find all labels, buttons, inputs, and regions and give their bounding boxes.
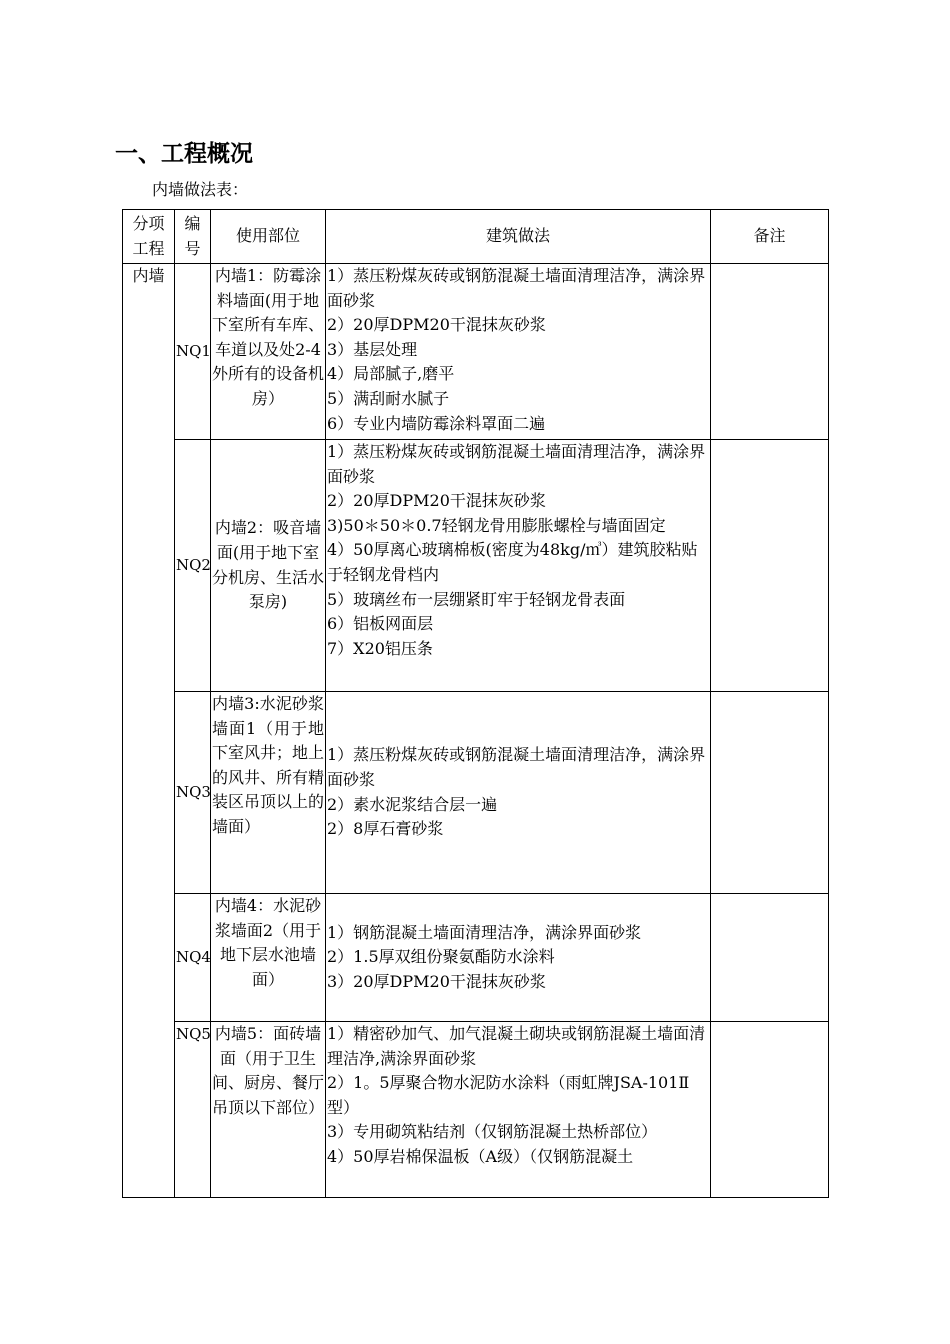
code-cell: NQ5 [175,1022,211,1198]
table-row [123,1022,829,1198]
location-cell: 内墙1：防霉涂料墙面(用于地下室所有车库、车道以及处2-4外所有的设备机房） [211,264,326,440]
table-row [123,692,829,894]
method-cell: 1）蒸压粉煤灰砖或钢筋混凝土墙面清理洁净，满涂界面砂浆 2）20厚DPM20干混抹灰砂浆 3）基层处理 4）局部腻子,磨平 5）满刮耐水腻子 6）专业内墙防霉涂料罩面二遍 [326,264,711,440]
interior-wall-spec-table [122,209,829,1198]
code-cell: NQ2 [175,440,211,692]
method-cell: 1）蒸压粉煤灰砖或钢筋混凝土墙面清理洁净，满涂界面砂浆 2）素水泥浆结合层一遍 2）8厚石膏砂浆 [326,692,711,894]
header-method: 建筑做法 [326,210,711,264]
code-cell: NQ1 [175,264,211,440]
remark-cell [711,692,829,894]
method-cell: 1）蒸压粉煤灰砖或钢筋混凝土墙面清理洁净，满涂界面砂浆 2）20厚DPM20干混抹灰砂浆 3)50＊50＊0.7轻钢龙骨用膨胀螺栓与墙面固定 4）50厚离心玻璃棉板(密度为48kg/㎥）建筑胶粘贴于轻钢龙骨档内 5）玻璃丝布一层绷紧盯牢于轻钢龙骨表面 6）铝板网面层 7）X20铝压条 [326,440,711,692]
code-cell: NQ3 [175,692,211,894]
table-row [123,440,829,692]
header-category: 分项 工程 [123,210,175,264]
header-code: 编 号 [175,210,211,264]
location-cell: 内墙4：水泥砂浆墙面2（用于地下层水池墙面） [211,894,326,1022]
category-cell: 内墙 [123,264,175,1198]
remark-cell [711,264,829,440]
table-caption: 内墙做法表： [152,180,249,199]
location-cell: 内墙5：面砖墙面（用于卫生间、厨房、餐厅吊顶以下部位） [211,1022,326,1198]
header-location: 使用部位 [211,210,326,264]
method-cell: 1）精密砂加气、加气混凝土砌块或钢筋混凝土墙面清理洁净,满涂界面砂浆 2）1。5厚聚合物水泥防水涂料（雨虹牌JSA-101Ⅱ型） 3）专用砌筑粘结剂（仅钢筋混凝土热桥部位） 4）50厚岩棉保温板（A级）（仅钢筋混凝土 [326,1022,711,1198]
remark-cell [711,1022,829,1198]
code-cell: NQ4 [175,894,211,1022]
table-header-row [123,210,829,264]
table-row [123,894,829,1022]
remark-cell [711,894,829,1022]
location-cell: 内墙3:水泥砂浆墙面1（用于地下室风井；地上的风井、所有精装区吊顶以上的墙面） [211,692,326,894]
remark-cell [711,440,829,692]
section-heading: 一、工程概况 [115,141,253,167]
header-remark: 备注 [711,210,829,264]
table-row [123,264,829,440]
location-cell: 内墙2：吸音墙面(用于地下室分机房、生活水泵房) [211,440,326,692]
method-cell: 1）钢筋混凝土墙面清理洁净，满涂界面砂浆 2）1.5厚双组份聚氨酯防水涂料 3）20厚DPM20干混抹灰砂浆 [326,894,711,1022]
